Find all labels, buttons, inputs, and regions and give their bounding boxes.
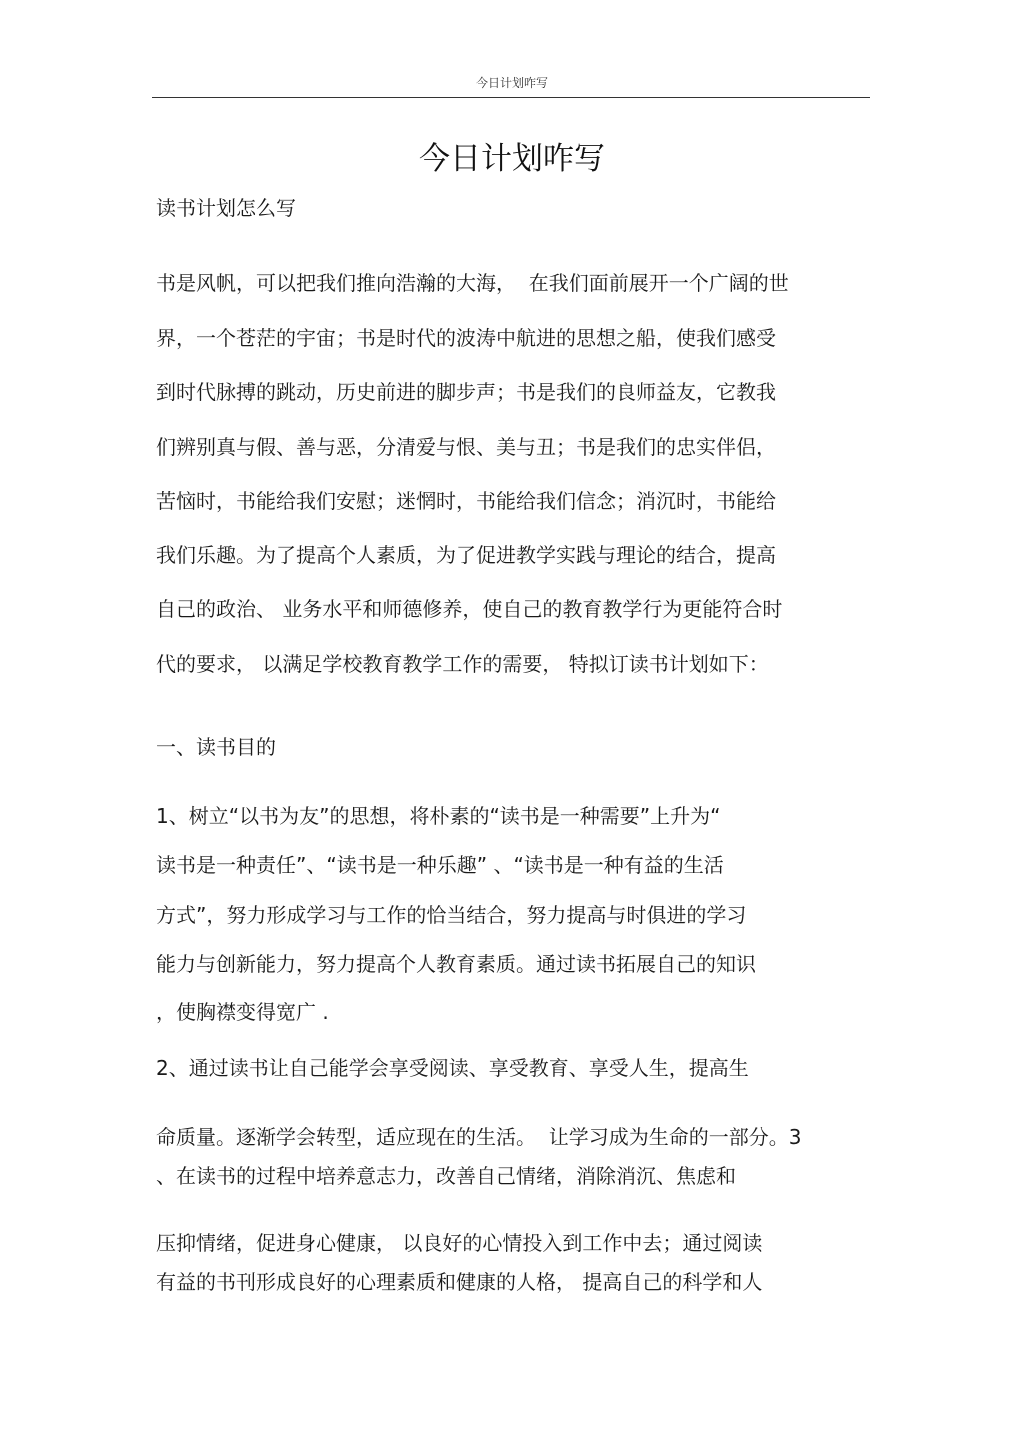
intro-line: 书是风帆，可以把我们推向浩瀚的大海， 在我们面前展开一个广阔的世: [156, 271, 789, 295]
item-line: 能力与创新能力，努力提高个人教育素质。通过读书拓展自己的知识: [156, 952, 756, 976]
item-line: 2、通过读书让自己能学会享受阅读、享受教育、享受人生，提高生: [156, 1056, 749, 1080]
subtitle: 读书计划怎么写: [156, 196, 296, 220]
intro-line: 我们乐趣。为了提高个人素质，为了促进教学实践与理论的结合，提高: [156, 543, 776, 567]
intro-line: 代的要求， 以满足学校教育教学工作的需要， 特拟订读书计划如下：: [156, 652, 769, 676]
item-line: 读书是一种责任”、“读书是一种乐趣” 、“读书是一种有益的生活: [156, 853, 724, 877]
section-heading: 一、读书目的: [156, 735, 276, 759]
intro-line: 自己的政治、 业务水平和师德修养，使自己的教育教学行为更能符合时: [156, 597, 783, 621]
item-line: 方式”，努力形成学习与工作的恰当结合，努力提高与时俱进的学习: [156, 903, 747, 927]
item-line: 、在读书的过程中培养意志力，改善自己情绪，消除消沉、焦虑和: [156, 1164, 736, 1188]
item-line: 命质量。逐渐学会转型，适应现在的生活。 让学习成为生命的一部分。3: [156, 1125, 802, 1149]
running-header: 今日计划咋写: [475, 76, 548, 90]
intro-line: 界，一个苍茫的宇宙；书是时代的波涛中航进的思想之船，使我们感受: [156, 326, 776, 350]
intro-line: 们辨别真与假、善与恶，分清爱与恨、美与丑；书是我们的忠实伴侣，: [156, 435, 776, 459]
intro-line: 到时代脉搏的跳动，历史前进的脚步声；书是我们的良师益友，它教我: [156, 380, 776, 404]
document-title: 今日计划咋写: [419, 141, 605, 177]
item-line: ，使胸襟变得宽广 .: [156, 1000, 329, 1024]
item-line: 有益的书刊形成良好的心理素质和健康的人格， 提高自己的科学和人: [156, 1270, 763, 1294]
header-divider: [152, 97, 870, 98]
item-line: 1、树立“以书为友”的思想，将朴素的“读书是一种需要”上升为“: [156, 804, 721, 828]
intro-line: 苦恼时，书能给我们安慰；迷惘时，书能给我们信念；消沉时，书能给: [156, 489, 776, 513]
item-line: 压抑情绪，促进身心健康， 以良好的心情投入到工作中去；通过阅读: [156, 1231, 763, 1255]
